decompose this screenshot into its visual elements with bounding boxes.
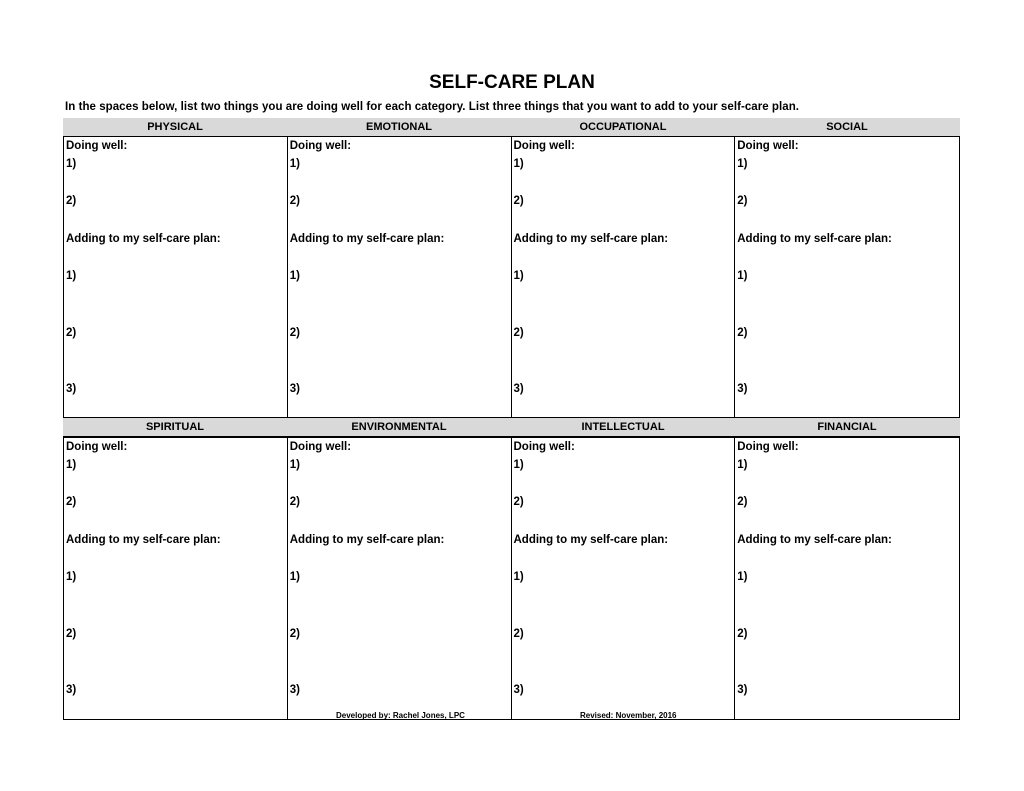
adding-item-2: 2) (513, 628, 524, 640)
revised-note: Revised: November, 2016 (580, 711, 677, 720)
adding-item-3: 3) (66, 383, 77, 395)
doing-well-item-2: 2) (66, 496, 77, 508)
top-category-header-row (63, 118, 960, 136)
adding-item-1: 1) (737, 270, 748, 282)
adding-item-1: 1) (737, 571, 748, 583)
doing-well-label: Doing well: (66, 140, 128, 152)
adding-item-1: 1) (513, 571, 524, 583)
doing-well-item-2: 2) (737, 496, 748, 508)
doing-well-label: Doing well: (513, 441, 575, 453)
doing-well-label: Doing well: (289, 140, 352, 152)
top-category-cells-row (63, 136, 960, 418)
adding-item-2: 2) (66, 327, 77, 339)
adding-item-2: 2) (66, 628, 77, 640)
adding-item-2: 2) (289, 628, 300, 640)
page-title: SELF-CARE PLAN (429, 72, 595, 93)
adding-label: Adding to my self-care plan: (289, 233, 445, 245)
adding-item-3: 3) (513, 684, 524, 696)
doing-well-item-2: 2) (513, 195, 524, 207)
top-category-cell-2[interactable] (288, 137, 512, 417)
adding-item-1: 1) (66, 571, 77, 583)
category-header-occupational: OCCUPATIONAL (579, 121, 667, 133)
bottom-category-cell-1[interactable] (64, 438, 288, 719)
bottom-category-cell-3[interactable] (512, 438, 736, 719)
bottom-category-cell-2[interactable] (288, 438, 512, 719)
doing-well-item-2: 2) (289, 496, 300, 508)
instructions-text: In the spaces below, list two things you are doing well for each category. List three things that you want to add to your self-care plan. (65, 101, 800, 113)
category-header-environmental: ENVIRONMENTAL (351, 421, 447, 433)
category-header-intellectual: INTELLECTUAL (581, 421, 665, 433)
doing-well-item-1: 1) (737, 459, 748, 471)
doing-well-item-1: 1) (66, 158, 77, 170)
adding-item-1: 1) (66, 270, 77, 282)
doing-well-label: Doing well: (513, 140, 575, 152)
doing-well-item-1: 1) (66, 459, 77, 471)
doing-well-item-2: 2) (513, 496, 524, 508)
adding-item-1: 1) (289, 270, 300, 282)
category-header-social: SOCIAL (826, 121, 868, 133)
top-category-cell-4[interactable] (735, 137, 959, 417)
developed-by-note: Developed by: Rachel Jones, LPC (336, 711, 465, 720)
top-category-cell-3[interactable] (512, 137, 736, 417)
category-header-emotional: EMOTIONAL (366, 121, 432, 133)
adding-item-3: 3) (289, 684, 300, 696)
doing-well-item-1: 1) (513, 459, 524, 471)
doing-well-label: Doing well: (737, 140, 799, 152)
adding-label: Adding to my self-care plan: (513, 233, 669, 245)
doing-well-label: Doing well: (737, 441, 799, 453)
adding-item-3: 3) (289, 383, 300, 395)
adding-item-3: 3) (66, 684, 77, 696)
adding-label: Adding to my self-care plan: (289, 534, 445, 546)
adding-item-3: 3) (737, 684, 748, 696)
bottom-category-cells-row (63, 438, 960, 720)
adding-item-3: 3) (737, 383, 748, 395)
doing-well-item-2: 2) (66, 195, 77, 207)
category-header-financial: FINANCIAL (817, 421, 877, 433)
doing-well-item-1: 1) (513, 158, 524, 170)
adding-item-2: 2) (737, 628, 748, 640)
doing-well-label: Doing well: (289, 441, 352, 453)
doing-well-item-2: 2) (737, 195, 748, 207)
adding-label: Adding to my self-care plan: (66, 233, 221, 245)
adding-label: Adding to my self-care plan: (66, 534, 221, 546)
bottom-category-cell-4[interactable] (735, 438, 959, 719)
adding-item-3: 3) (513, 383, 524, 395)
adding-item-1: 1) (289, 571, 300, 583)
adding-item-2: 2) (737, 327, 748, 339)
adding-label: Adding to my self-care plan: (737, 534, 892, 546)
adding-item-2: 2) (289, 327, 300, 339)
self-care-grid (63, 118, 960, 720)
doing-well-item-1: 1) (737, 158, 748, 170)
bottom-category-header-row (63, 418, 960, 438)
adding-item-1: 1) (513, 270, 524, 282)
adding-label: Adding to my self-care plan: (737, 233, 892, 245)
adding-label: Adding to my self-care plan: (513, 534, 669, 546)
doing-well-label: Doing well: (66, 441, 128, 453)
doing-well-item-1: 1) (289, 158, 300, 170)
category-header-spiritual: SPIRITUAL (145, 421, 205, 433)
doing-well-item-2: 2) (289, 195, 300, 207)
adding-item-2: 2) (513, 327, 524, 339)
top-category-cell-1[interactable] (64, 137, 288, 417)
doing-well-item-1: 1) (289, 459, 300, 471)
category-header-physical: PHYSICAL (147, 121, 203, 133)
